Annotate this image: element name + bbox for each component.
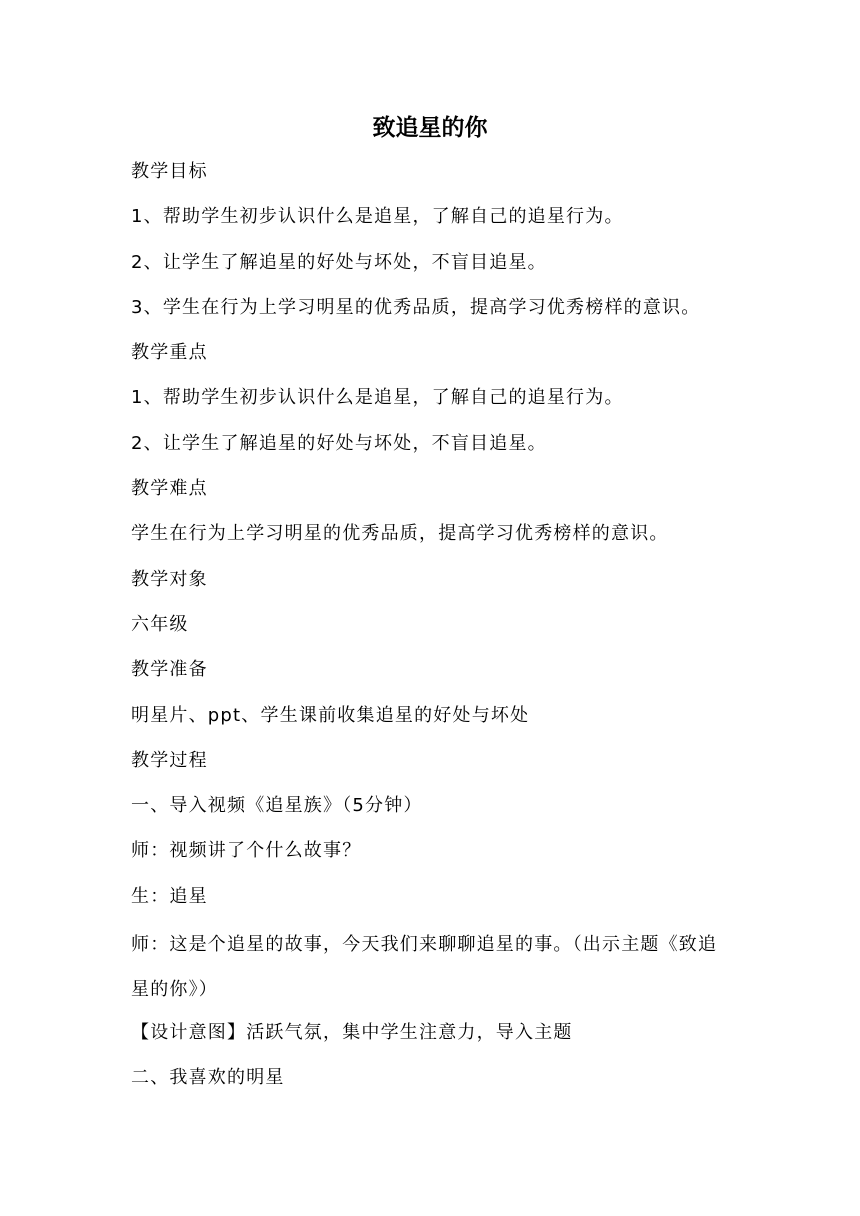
design-intent-note: 【设计意图】活跃气氛，集中学生注意力，导入主题 xyxy=(131,1021,573,1043)
difficulty-item: 学生在行为上学习明星的优秀品质，提高学习优秀榜样的意识。 xyxy=(131,523,669,545)
objective-item: 3、学生在行为上学习明星的优秀品质，提高学习优秀榜样的意识。 xyxy=(131,296,701,318)
section-heading-key-points: 教学重点 xyxy=(131,342,208,364)
audience-text: 六年级 xyxy=(131,613,189,635)
dialogue-line: 师：这是个追星的故事，今天我们来聊聊追星的事。（出示主题《致追星的你》） xyxy=(131,934,718,1001)
dialogue-line: 生：追星 xyxy=(131,885,208,907)
section-heading-audience: 教学对象 xyxy=(131,568,208,590)
process-step-heading: 一、导入视频《追星族》（5分钟） xyxy=(131,795,423,817)
dialogue-line: 师：视频讲了个什么故事？ xyxy=(131,840,362,862)
process-step-heading: 二、我喜欢的明星 xyxy=(131,1066,285,1088)
objective-item: 2、让学生了解追星的好处与坏处，不盲目追星。 xyxy=(131,251,547,273)
preparation-text: 明星片、ppt、学生课前收集追星的好处与坏处 xyxy=(131,704,530,726)
section-heading-difficulties: 教学难点 xyxy=(131,478,208,500)
document-title: 致追星的你 xyxy=(372,115,488,141)
section-heading-objectives: 教学目标 xyxy=(131,161,208,182)
key-point-item: 2、让学生了解追星的好处与坏处，不盲目追星。 xyxy=(131,432,547,454)
document-body xyxy=(131,152,731,1103)
key-point-item: 1、帮助学生初步认识什么是追星，了解自己的追星行为。 xyxy=(131,387,624,409)
objective-item: 1、帮助学生初步认识什么是追星，了解自己的追星行为。 xyxy=(131,206,624,228)
section-heading-process: 教学过程 xyxy=(131,749,208,771)
section-heading-preparation: 教学准备 xyxy=(131,659,208,681)
